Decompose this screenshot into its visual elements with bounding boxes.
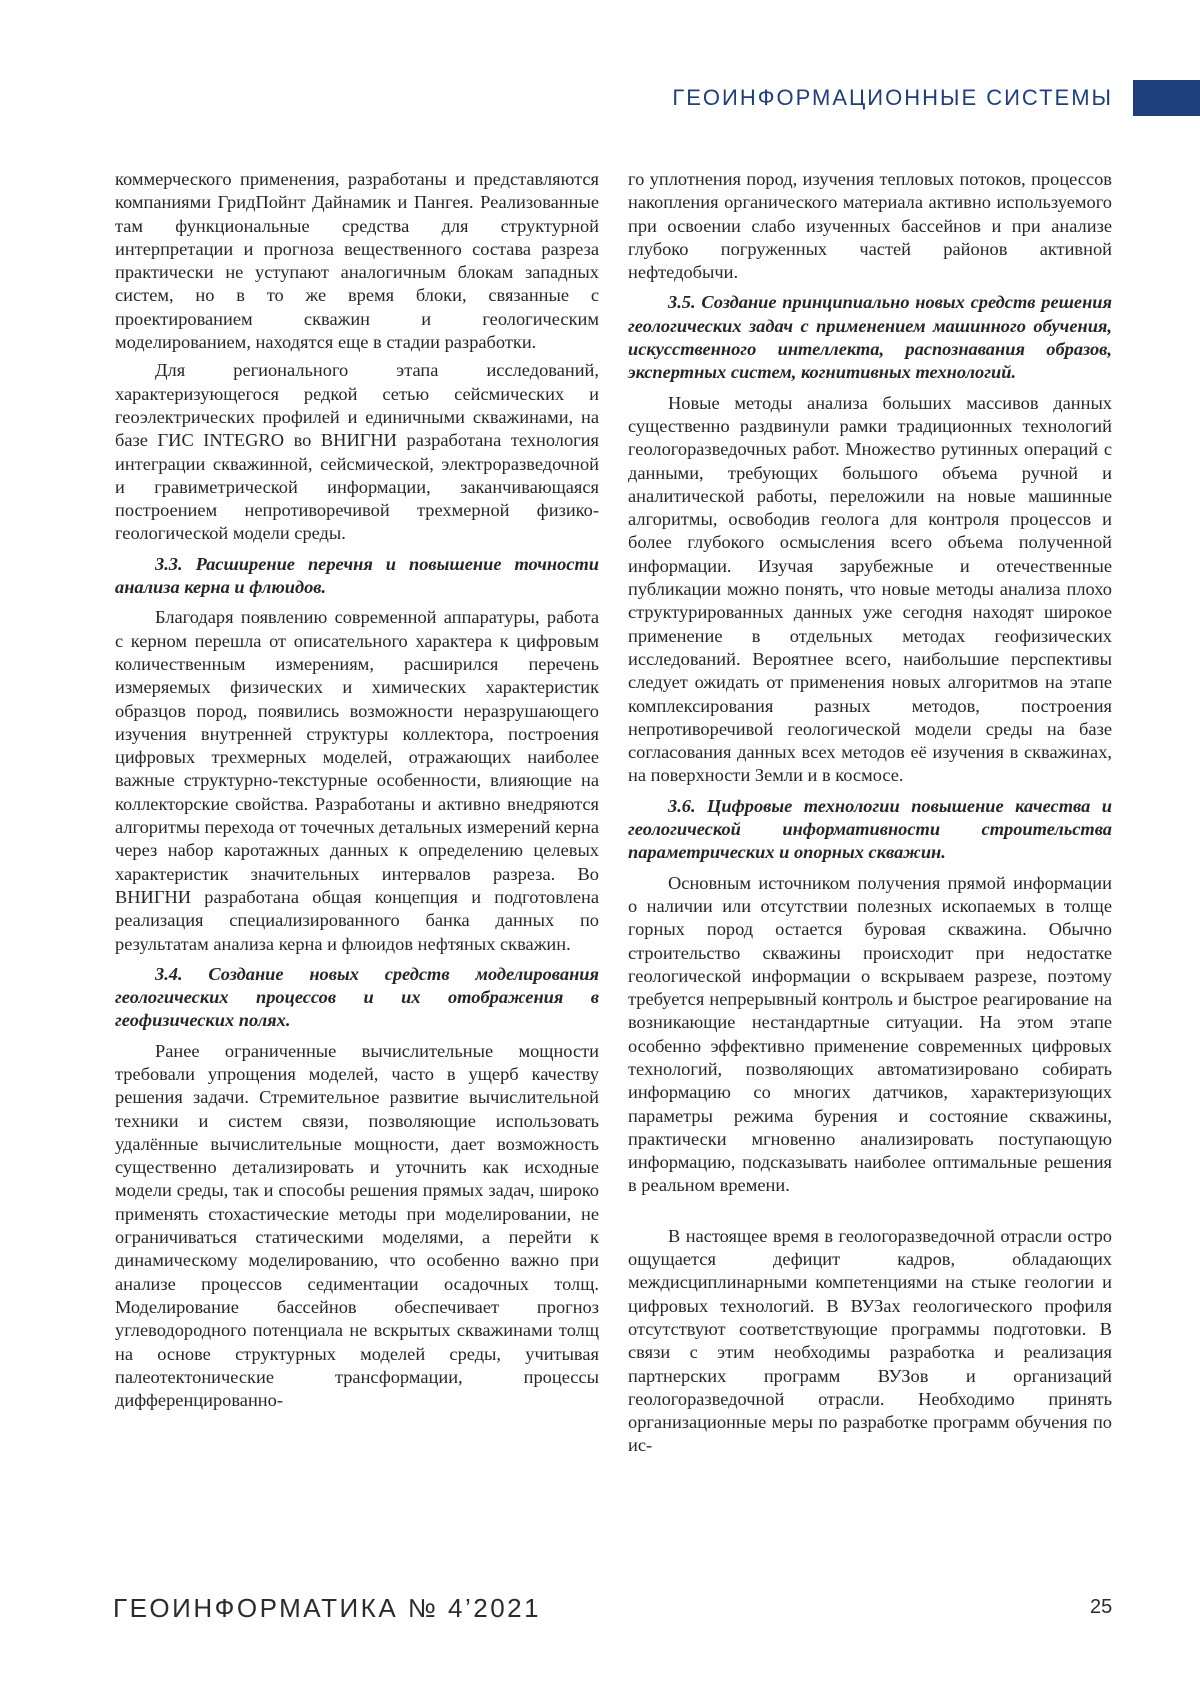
paragraph: Благодаря появлению современной аппаратуры, работа с керном перешла от описательного характера к цифровым количественным измерениям, расширился перечень измеряемых физических и химических характеристик образцов пород, появились возможности неразрушающего изучения внутренней структуры коллектора, построения цифровых трехмерных моделей, отражающих наиболее важные структурно-текстурные особенности, влияющие на коллекторские свойства. Разработаны и активно внедряются алгоритмы перехода от точечных детальных измерений керна через набор каротажных данных к определению целевых характеристик значительных интервалов разреза. Во ВНИГНИ разработана общая концепция и подготовлена реализация специализированного банка данных по результатам анализа керна и флюидов нефтяных скважин. xyxy=(115,607,599,954)
page-number: 25 xyxy=(1090,1596,1113,1618)
subsection-heading-3-6: 3.6. Цифровые технологии повышение качества и геологической информативности строительства параметрических и опорных скважин. xyxy=(628,795,1112,863)
paragraph: Ранее ограниченные вычислительные мощности требовали упрощения моделей, часто в ущерб качеству решения задачи. Стремительное развитие вычислительной техники и систем связи, позволяющие использовать удалённые вычислительные мощности, дает возможность существенно детализировать и уточнить как исходные модели среды, так и способы решения прямых задач, широко применять стохастические методы при моделировании, не ограничиваться статическими моделями, а перейти к динамическому моделированию, что особенно важно при анализе процессов седиментации осадочных толщ. Моделирование бассейнов обеспечивает прогноз углеводородного потенциала не вскрытых скважинами толщ на основе структурных моделей среды, учитывая палеотектонические трансформации, процессы дифференцированно- xyxy=(115,1040,599,1411)
paragraph: Для регионального этапа исследований, характеризующегося редкой сетью сейсмических и геоэлектрических профилей и единичными скважинами, на базе ГИС INTEGRO во ВНИГНИ разработана технология интеграции скважинной, сейсмической, электроразведочной и гравиметрической информации, заканчивающаяся построением непротиворечивой трехмерной физико-геологической модели среды. xyxy=(115,360,599,544)
section-title: ГЕОИНФОРМАЦИОННЫЕ СИСТЕМЫ xyxy=(672,85,1113,110)
subsection-heading-3-4: 3.4. Создание новых средств моделирования геологических процессов и их отображения в геофизических полях. xyxy=(115,963,599,1031)
paragraph: го уплотнения пород, изучения тепловых потоков, процессов накопления органического материала активно используемого при освоении слабо изученных бассейнов и при анализе глубоко погруженных частей районов активной нефтедобычи. xyxy=(628,169,1112,283)
left-column xyxy=(115,168,599,1412)
paragraph: Основным источником получения прямой информации о наличии или отсутствии полезных ископаемых в толще горных пород остается буровая скважина. Обычно строительство скважины происходит при недостатке геологической информации о вскрываем разрезе, поэтому требуется непрерывный контроль и быстрое реагирование на возникающие нестандартные ситуации. На этом этапе особенно эффективно применение современных цифровых технологий, позволяющих автоматизировано собирать информацию со многих датчиков, характеризующих параметры режима бурения и состояние скважины, практически мгновенно анализировать поступающую информацию, подсказывать наиболее оптимальные решения в реальном времени. xyxy=(628,872,1112,1196)
subsection-heading-3-3: 3.3. Расширение перечня и повышение точности анализа керна и флюидов. xyxy=(115,553,599,598)
section-accent-bar xyxy=(1133,80,1200,116)
section-header xyxy=(672,80,1200,116)
paragraph: коммерческого применения, разработаны и представляются компаниями ГридПойнт Дайнамик и Пангея. Реализованные там функциональные средства для структурной интерпретации и прогноза вещественного состава разреза практически не уступают аналогичным блокам западных систем, но в то же время блоки, связанные с проектированием скважин и геологическим моделированием, находятся еще в стадии разработки. xyxy=(115,169,599,353)
paragraph: Новые методы анализа больших массивов данных существенно раздвинули рамки традиционных технологий геологоразведочных работ. Множество рутинных операций с данными, требующих большого объема ручной и аналитической работы, переложили на новые машинные алгоритмы, освободив геолога для контроля процессов и более глубокого осмысления всего объема полученной информации. Изучая зарубежные и отечественные публикации можно понять, что новые методы анализа плохо структурированных данных уже сегодня находят широкое применение в отдельных методах геофизических исследований. Вероятнее всего, наибольшие перспективы следует ожидать от применения новых алгоритмов на этапе комплексирования разных методов, построения непротиворечивой геологической модели среды на базе согласования данных всех методов её изучения в скважинах, на поверхности Земли и в космосе. xyxy=(628,392,1112,786)
subsection-heading-3-5: 3.5. Создание принципиально новых средств решения геологических задач с применением машинного обучения, искусственного интеллекта, распознавания образов, экспертных систем, когнитивных технологий. xyxy=(628,292,1112,383)
right-column xyxy=(628,168,1112,1458)
journal-title: ГЕОИНФОРМАТИКА № 4’2021 xyxy=(113,1593,542,1623)
paragraph: В настоящее время в геологоразведочной отрасли остро ощущается дефицит кадров, обладающих междисциплинарными компетенциями на стыке геологии и цифровых технологий. В ВУЗах геологического профиля отсутствуют соответствующие программы подготовки. В связи с этим необходимы разработка и реализация партнерских программ ВУЗов и организаций геологоразведочной отрасли. Необходимо принять организационные меры по разработке программ обучения по ис- xyxy=(628,1225,1112,1456)
